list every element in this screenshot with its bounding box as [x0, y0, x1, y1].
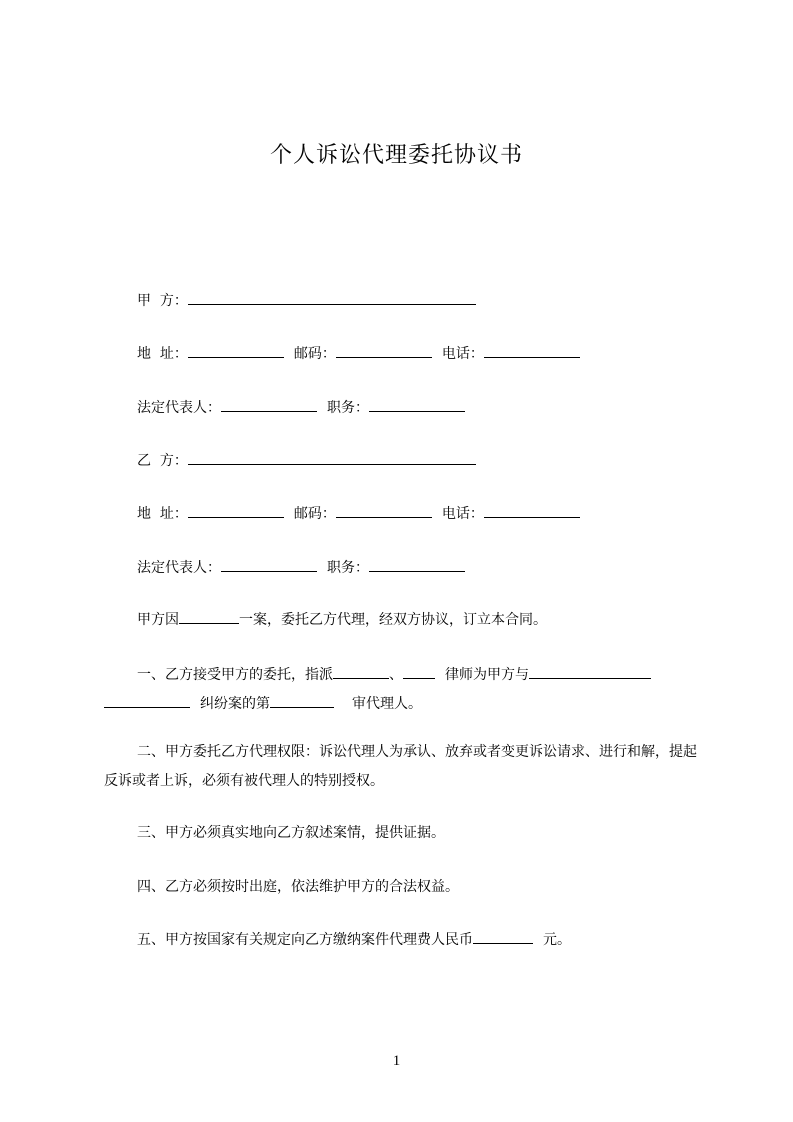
party-a-address-label: 地 址：: [137, 346, 188, 362]
clause-1-line-2: [104, 690, 704, 719]
party-a-rep-line: [137, 397, 465, 419]
party-b-position-label: 职务：: [327, 560, 369, 576]
party-b-name-label: 乙 方：: [137, 453, 188, 469]
intro-line: [137, 609, 547, 631]
clause-1-line-1: [104, 661, 704, 690]
clause-3: [137, 822, 445, 844]
party-a-postcode-label: 邮码：: [293, 346, 336, 362]
clause-2: [104, 738, 704, 796]
party-a-name-blank[interactable]: [188, 290, 476, 305]
party-a-position-blank[interactable]: [369, 397, 465, 412]
document-title: 个人诉讼代理委托协议书: [269, 143, 523, 168]
trial-instance-blank[interactable]: [270, 693, 334, 708]
lawyer-1-blank[interactable]: [333, 664, 389, 679]
opposing-party-blank-2[interactable]: [104, 693, 190, 708]
party-b-address-blank[interactable]: [188, 503, 284, 518]
party-a-rep-label: 法定代表人：: [137, 400, 221, 416]
intro-prefix: 甲方因: [137, 612, 179, 628]
lawyer-2-blank[interactable]: [403, 664, 435, 679]
clause-4-text: 四、乙方必须按时出庭，依法维护甲方的合法权益。: [137, 879, 459, 895]
party-b-name-line: [137, 450, 476, 472]
party-a-position-label: 职务：: [327, 400, 369, 416]
party-b-position-blank[interactable]: [369, 557, 465, 572]
clause-2-text: 二、甲方委托乙方代理权限：诉讼代理人为承认、放弃或者变更诉讼请求、进行和解，提起反诉或者上诉，必须有被代理人的特别授权。: [104, 744, 697, 789]
party-b-address-line: [137, 503, 580, 525]
party-b-rep-line: [137, 557, 465, 579]
party-a-address-line: [137, 343, 580, 365]
party-b-phone-blank[interactable]: [484, 503, 580, 518]
clause-1-text-d: 审代理人。: [352, 696, 422, 712]
case-name-blank[interactable]: [179, 609, 239, 624]
party-b-rep-label: 法定代表人：: [137, 560, 221, 576]
clause-1: [104, 661, 704, 719]
party-a-address-blank[interactable]: [188, 343, 284, 358]
clause-3-text: 三、甲方必须真实地向乙方叙述案情，提供证据。: [137, 825, 445, 841]
clause-5-prefix: 五、甲方按国家有关规定向乙方缴纳案件代理费人民币: [137, 932, 473, 948]
party-b-name-blank[interactable]: [188, 450, 476, 465]
opposing-party-blank-1[interactable]: [529, 664, 651, 679]
intro-suffix: 一案，委托乙方代理，经双方协议，订立本合同。: [239, 612, 547, 628]
clause-1-text-a: 一、乙方接受甲方的委托，指派: [137, 667, 333, 683]
party-b-phone-label: 电话：: [441, 506, 484, 522]
clause-1-separator: 、: [389, 667, 403, 683]
party-b-address-label: 地 址：: [137, 506, 188, 522]
clause-4: [137, 876, 459, 898]
party-b-postcode-label: 邮码：: [293, 506, 336, 522]
party-b-rep-blank[interactable]: [221, 557, 317, 572]
party-a-name-line: [137, 290, 476, 312]
party-a-phone-label: 电话：: [441, 346, 484, 362]
party-a-rep-blank[interactable]: [221, 397, 317, 412]
party-a-postcode-blank[interactable]: [336, 343, 432, 358]
party-a-phone-blank[interactable]: [484, 343, 580, 358]
clause-5-suffix: 元。: [543, 932, 571, 948]
clause-1-text-b: 律师为甲方与: [445, 667, 529, 683]
clause-5: [137, 929, 571, 951]
agency-fee-blank[interactable]: [473, 929, 533, 944]
party-a-name-label: 甲 方：: [137, 293, 188, 309]
page-number: 1: [392, 1053, 401, 1069]
clause-1-text-c: 纠纷案的第: [200, 696, 270, 712]
party-b-postcode-blank[interactable]: [336, 503, 432, 518]
